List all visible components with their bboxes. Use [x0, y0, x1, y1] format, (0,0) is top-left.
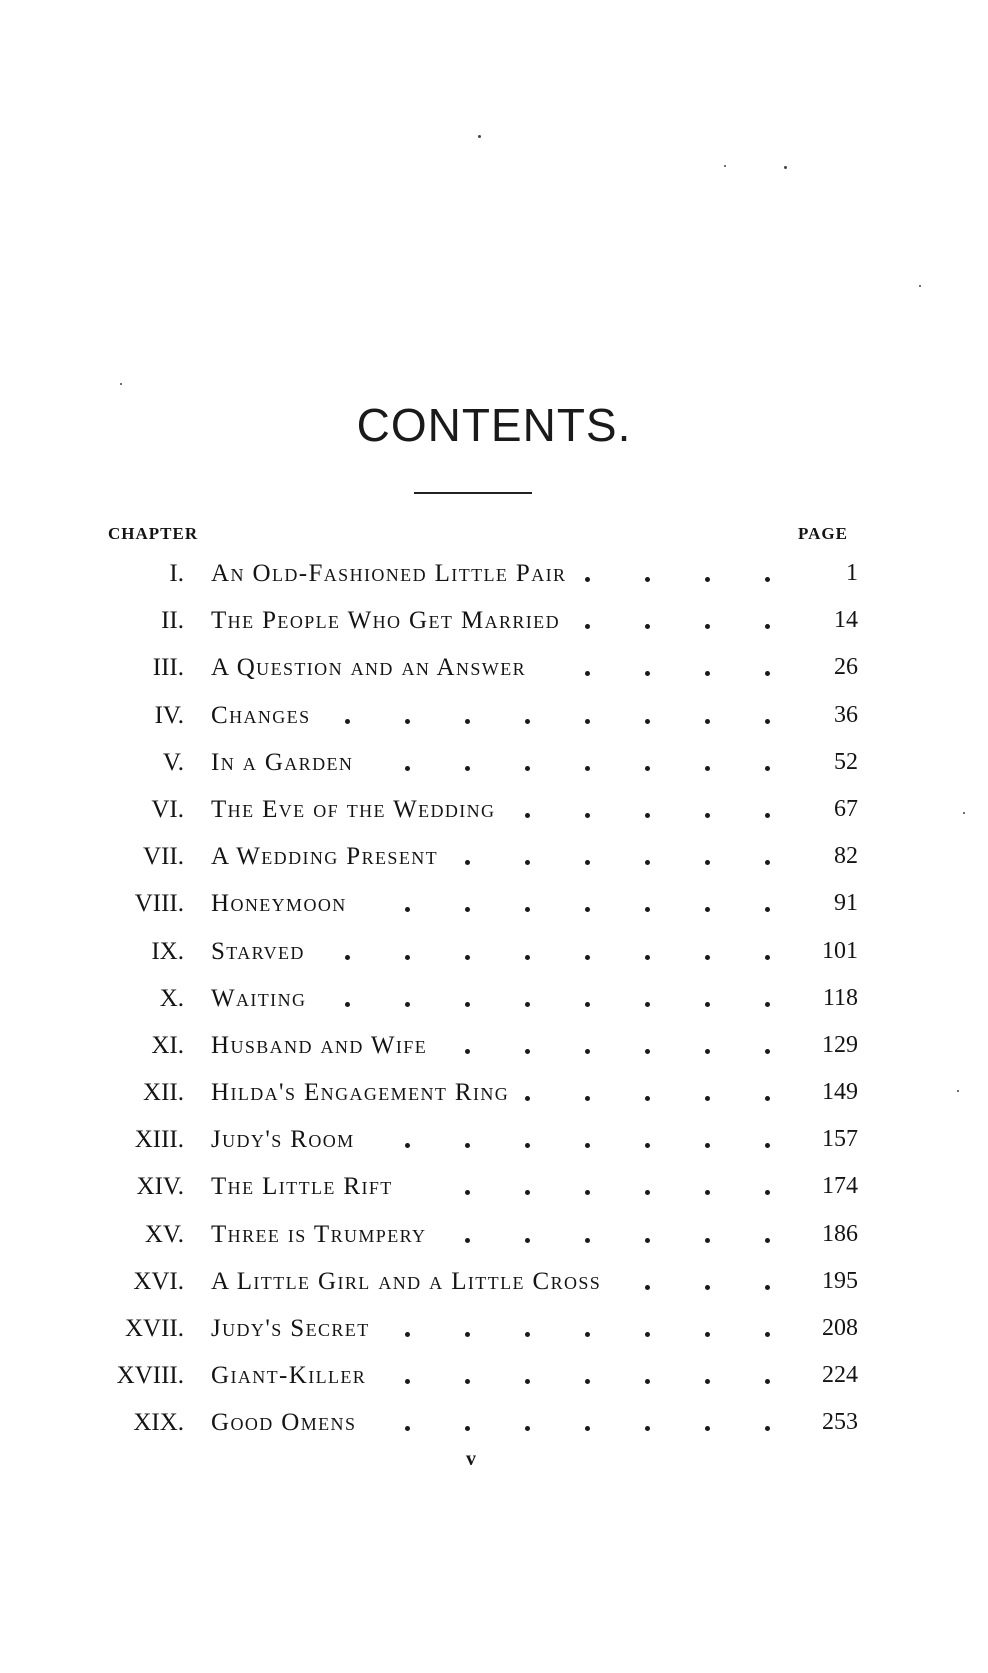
chapter-title: In a Garden [211, 748, 354, 776]
page-number: 82 [834, 843, 858, 870]
leader-dot [345, 955, 350, 960]
page-number: 67 [834, 795, 858, 822]
chapter-number: XII. [143, 1079, 184, 1107]
contents-row [0, 1264, 988, 1311]
chapter-number: VI. [151, 795, 184, 823]
dot-leader [211, 938, 860, 968]
leader-dot [705, 1002, 710, 1007]
leader-dot [645, 1426, 650, 1431]
page-number: 208 [822, 1315, 858, 1341]
leader-dot [645, 1190, 650, 1195]
chapter-number: XIII. [134, 1126, 184, 1154]
leader-dot [465, 1143, 470, 1148]
page-number: 253 [822, 1409, 858, 1436]
leader-dot [765, 1379, 770, 1384]
chapter-number: VII. [143, 843, 184, 871]
leader-dot [645, 1049, 650, 1054]
page-column-header: PAGE [798, 524, 848, 543]
contents-row [0, 650, 988, 697]
contents-row [0, 792, 988, 839]
leader-dot [465, 907, 470, 912]
leader-dot [465, 1190, 470, 1195]
leader-dot [525, 1379, 530, 1384]
chapter-number: III. [152, 654, 184, 682]
dot-leader [211, 985, 860, 1015]
leader-dot [405, 1002, 410, 1007]
leader-dot [705, 624, 710, 629]
contents-row [0, 556, 988, 603]
leader-dot [525, 1143, 530, 1148]
leader-dot [525, 1190, 530, 1195]
leader-dot [645, 624, 650, 629]
chapter-number: IV. [154, 701, 184, 729]
leader-dot [705, 813, 710, 818]
leader-dot [465, 955, 470, 960]
contents-row [0, 886, 988, 933]
chapter-title: Good Omens [211, 1409, 357, 1437]
leader-dot [465, 860, 470, 865]
leader-dot [585, 1049, 590, 1054]
leader-dot [705, 1426, 710, 1431]
leader-dot [405, 1143, 410, 1148]
chapter-title: Honeymoon [211, 890, 347, 918]
contents-row [0, 745, 988, 792]
leader-dot [585, 1332, 590, 1337]
chapter-number: XVIII. [116, 1362, 184, 1390]
page-number: 149 [822, 1079, 858, 1106]
page-number: 1 [846, 560, 858, 586]
page-number: 195 [822, 1267, 858, 1294]
leader-dot [705, 1285, 710, 1290]
chapter-number: XVII. [124, 1315, 184, 1342]
leader-dot [585, 719, 590, 724]
leader-dot [645, 860, 650, 865]
leader-dot [765, 1143, 770, 1148]
title-rule [414, 492, 532, 494]
leader-dot [585, 1096, 590, 1101]
page-number: 186 [822, 1220, 858, 1247]
leader-dot [525, 1426, 530, 1431]
contents-row [0, 1122, 988, 1169]
contents-row [0, 1169, 988, 1216]
leader-dot [705, 1143, 710, 1148]
chapter-title: Giant-Killer [211, 1362, 367, 1390]
leader-dot [705, 860, 710, 865]
leader-dot [345, 719, 350, 724]
speck-mark [784, 166, 787, 169]
leader-dot [405, 719, 410, 724]
speck-mark [724, 165, 726, 167]
leader-dot [465, 1238, 470, 1243]
leader-dot [585, 577, 590, 582]
page-number: 118 [822, 984, 858, 1011]
page-number: 129 [822, 1031, 858, 1058]
page-number: 157 [822, 1126, 858, 1153]
leader-dot [765, 719, 770, 724]
leader-dot [405, 1332, 410, 1337]
leader-dot [525, 1049, 530, 1054]
chapter-title: Hilda's Engagement Ring [211, 1079, 510, 1107]
leader-dot [525, 955, 530, 960]
leader-dot [765, 1426, 770, 1431]
chapter-number: II. [161, 607, 184, 635]
leader-dot [405, 1426, 410, 1431]
leader-dot [465, 1379, 470, 1384]
chapter-number: I. [169, 560, 184, 587]
chapter-number: V. [162, 748, 184, 776]
leader-dot [645, 907, 650, 912]
leader-dot [765, 907, 770, 912]
leader-dot [525, 1002, 530, 1007]
leader-dot [585, 1143, 590, 1148]
chapter-title: Three is Trumpery [211, 1220, 427, 1248]
chapter-number: XIV. [136, 1173, 184, 1201]
leader-dot [645, 1096, 650, 1101]
speck-mark [919, 285, 921, 287]
leader-dot [525, 1096, 530, 1101]
leader-dot [465, 1332, 470, 1337]
page-number: 26 [834, 654, 858, 681]
contents-row [0, 1405, 988, 1452]
leader-dot [525, 1332, 530, 1337]
page-number: 174 [822, 1173, 858, 1200]
leader-dot [645, 671, 650, 676]
leader-dot [705, 1238, 710, 1243]
leader-dot [705, 955, 710, 960]
chapter-title: Starved [211, 937, 305, 965]
chapter-title: The Little Rift [211, 1173, 393, 1201]
chapter-number: IX. [151, 937, 184, 965]
leader-dot [585, 955, 590, 960]
leader-dot [705, 907, 710, 912]
leader-dot [405, 955, 410, 960]
contents-list [0, 556, 988, 1453]
leader-dot [645, 955, 650, 960]
contents-row [0, 1028, 988, 1075]
leader-dot [345, 1002, 350, 1007]
leader-dot [645, 1002, 650, 1007]
leader-dot [645, 766, 650, 771]
chapter-title: Changes [211, 701, 311, 729]
leader-dot [765, 1096, 770, 1101]
contents-row [0, 1311, 988, 1358]
leader-dot [525, 813, 530, 818]
leader-dot [585, 1426, 590, 1431]
leader-dot [525, 766, 530, 771]
leader-dot [585, 671, 590, 676]
leader-dot [765, 1238, 770, 1243]
chapter-number: XVI. [133, 1267, 184, 1295]
leader-dot [705, 1379, 710, 1384]
chapter-number: XIX. [133, 1409, 184, 1437]
leader-dot [405, 907, 410, 912]
chapter-number: VIII. [134, 890, 184, 918]
leader-dot [585, 907, 590, 912]
leader-dot [645, 1143, 650, 1148]
chapter-title: Husband and Wife [211, 1031, 428, 1059]
leader-dot [705, 1049, 710, 1054]
leader-dot [585, 766, 590, 771]
leader-dot [645, 1285, 650, 1290]
leader-dot [585, 813, 590, 818]
chapter-title: Judy's Room [211, 1126, 355, 1154]
leader-dot [645, 577, 650, 582]
page-number: 101 [822, 937, 858, 964]
leader-dot [645, 813, 650, 818]
chapter-title: The Eve of the Wedding [211, 795, 496, 823]
page-number: 224 [822, 1362, 858, 1389]
leader-dot [525, 1238, 530, 1243]
leader-dot [465, 719, 470, 724]
leader-dot [765, 766, 770, 771]
leader-dot [645, 719, 650, 724]
leader-dot [705, 766, 710, 771]
leader-dot [585, 860, 590, 865]
contents-row [0, 1358, 988, 1405]
speck-mark [120, 383, 122, 385]
leader-dot [765, 860, 770, 865]
leader-dot [765, 1049, 770, 1054]
leader-dot [765, 1332, 770, 1337]
leader-dot [465, 1002, 470, 1007]
page-title: CONTENTS. [356, 399, 632, 451]
page-number: 91 [834, 890, 858, 917]
chapter-number: XI. [151, 1031, 184, 1059]
leader-dot [765, 1190, 770, 1195]
page-number: 36 [834, 701, 858, 728]
leader-dot [645, 1238, 650, 1243]
leader-dot [465, 1426, 470, 1431]
leader-dot [765, 955, 770, 960]
leader-dot [525, 860, 530, 865]
chapter-number: XV. [144, 1220, 184, 1248]
contents-row [0, 1217, 988, 1264]
leader-dot [585, 1190, 590, 1195]
leader-dot [765, 671, 770, 676]
leader-dot [585, 1238, 590, 1243]
leader-dot [765, 1285, 770, 1290]
signature-mark: v [466, 1448, 476, 1470]
chapter-title: An Old-Fashioned Little Pair [211, 560, 567, 587]
leader-dot [705, 671, 710, 676]
leader-dot [405, 1379, 410, 1384]
contents-row [0, 981, 988, 1028]
chapter-title: The People Who Get Married [211, 607, 560, 635]
leader-dot [585, 1002, 590, 1007]
chapter-title: Judy's Secret [211, 1315, 370, 1342]
contents-row [0, 698, 988, 745]
leader-dot [765, 624, 770, 629]
leader-dot [465, 766, 470, 771]
chapter-column-header: CHAPTER [108, 524, 199, 543]
chapter-title: A Little Girl and a Little Cross [211, 1267, 602, 1295]
contents-row [0, 839, 988, 886]
page-number: 52 [834, 748, 858, 775]
leader-dot [645, 1332, 650, 1337]
leader-dot [585, 1379, 590, 1384]
leader-dot [705, 1096, 710, 1101]
leader-dot [765, 813, 770, 818]
leader-dot [705, 1332, 710, 1337]
leader-dot [705, 719, 710, 724]
page-number: 14 [834, 607, 858, 634]
chapter-number: X. [159, 984, 184, 1012]
leader-dot [705, 1190, 710, 1195]
chapter-title: Waiting [211, 984, 307, 1012]
leader-dot [525, 907, 530, 912]
leader-dot [765, 577, 770, 582]
contents-row [0, 603, 988, 650]
leader-dot [645, 1379, 650, 1384]
leader-dot [525, 719, 530, 724]
leader-dot [705, 577, 710, 582]
chapter-title: A Wedding Present [211, 843, 439, 871]
chapter-title: A Question and an Answer [211, 654, 526, 682]
leader-dot [465, 1049, 470, 1054]
contents-row [0, 1075, 988, 1122]
leader-dot [765, 1002, 770, 1007]
contents-row [0, 934, 988, 981]
speck-mark [478, 135, 481, 138]
leader-dot [585, 624, 590, 629]
leader-dot [405, 766, 410, 771]
